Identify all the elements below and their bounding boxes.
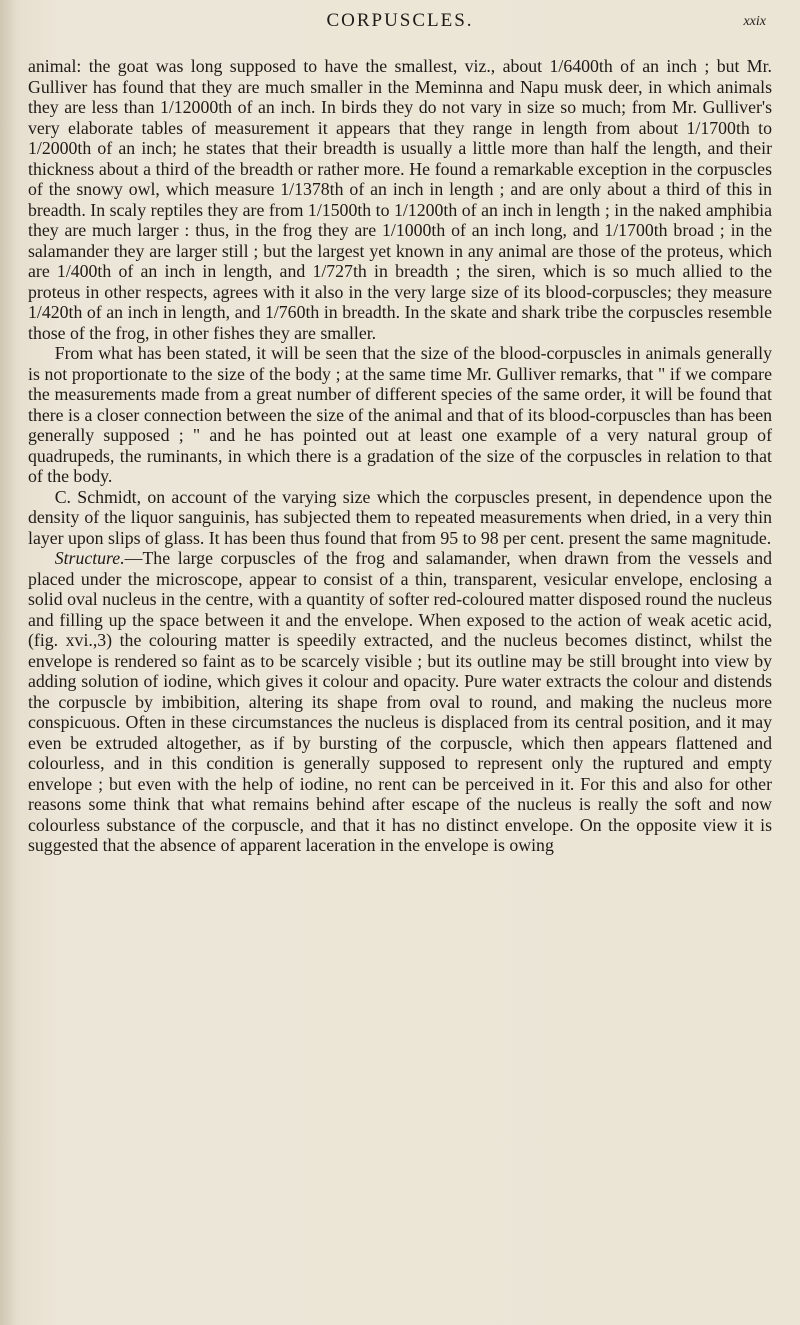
section-lead-structure: Structure. [54, 548, 125, 568]
paragraph-schmidt-measurements: C. Schmidt, on account of the varying size which the corpuscles present, in dependence upon the density of the liquor sanguinis, has subjected them to repeated measurements when dried, in a very thin layer upon slips of glass. It has been thus found that from 95 to 98 per cent. present the same magnitude. [28, 486, 772, 548]
page-number: xxix [743, 14, 766, 29]
structure-text: —The large corpuscles of the frog and salamander, when drawn from the vessels and placed under the microscope, appear to consist of a thin, transparent, vesicular envelope, enclosing a solid oval nucleus in the centre, with a quantity of softer red-coloured matter disposed round the nucleus and filling up the space between it and the envelope. When exposed to the action of weak acetic acid, (fig. xvi.,3) the colouring matter is speedily extracted, and the nucleus becomes distinct, whilst the envelope is rendered so faint as to be scarcely visible ; but its outline may be still brought into view by adding solution of iodine, which gives it colour and opacity. Pure water extracts the colour and distends the corpuscle by imbibition, altering its shape from oval to round, and making the nucleus more conspicuous. Often in these circumstances the nucleus is displaced from its central position, and it may even be extruded altogether, as if by bursting of the corpuscle, which then appears flattened and colourless, and in this condition is generally supposed to represent only the ruptured and empty envelope ; but even with the help of iodine, no rent can be perceived in it. For this and also for other reasons some think that what remains behind after escape of the nucleus is really the soft and now colourless substance of the corpuscle, and that it has no distinct envelope. On the opposite view it is suggested that the absence of apparent laceration in the envelope is owing [28, 548, 772, 855]
running-head [0, 10, 800, 40]
paragraph-blood-corpuscle-sizes: animal: the goat was long supposed to have the smallest, viz., about 1/6400th of an inch ; but Mr. Gulliver has found that they are much smaller in the Meminna and Napu musk deer, in which animals they are less than 1/12000th of an inch. In birds they do not vary in size so much; from Mr. Gulliver's very elaborate tables of measurement it appears that they range in length from about 1/1700th to 1/2000th of an inch; he states that their breadth is usually a little more than half the length, and their thickness about a third of the breadth or rather more. He found a remarkable exception in the corpuscles of the snowy owl, which measure 1/1378th of an inch in length ; and are only about a third of this in breadth. In scaly reptiles they are from 1/1500th to 1/1200th of an inch in length ; in the naked amphibia they are much larger : thus, in the frog they are 1/1000th of an inch long, and 1/1700th broad ; in the salamander they are larger still ; but the largest yet known in any animal are those of the proteus, which are 1/400th of an inch in length, and 1/727th in breadth ; the siren, which is so much allied to the proteus in other respects, agrees with it also in the very large size of its blood-corpuscles; they measure 1/420th of an inch in length, and 1/760th in breadth. In the skate and shark tribe the corpuscles resemble those of the frog, in other fishes they are smaller. [28, 56, 772, 343]
running-title: CORPUSCLES. [326, 10, 474, 31]
body-text [28, 56, 772, 856]
paragraph-structure [28, 548, 772, 856]
paragraph-size-proportion: From what has been stated, it will be seen that the size of the blood-corpuscles in animals generally is not proportionate to the size of the body ; at the same time Mr. Gulliver remarks, that " if we compare the measurements made from a great number of different species of the same order, it will be found that there is a closer connection between the size of the animal and that of its blood-corpuscles than has been generally supposed ; " and he has pointed out at least one example of a very natural group of quadrupeds, the ruminants, in which there is a gradation of the size of the corpuscles in relation to that of the body. [28, 343, 772, 486]
